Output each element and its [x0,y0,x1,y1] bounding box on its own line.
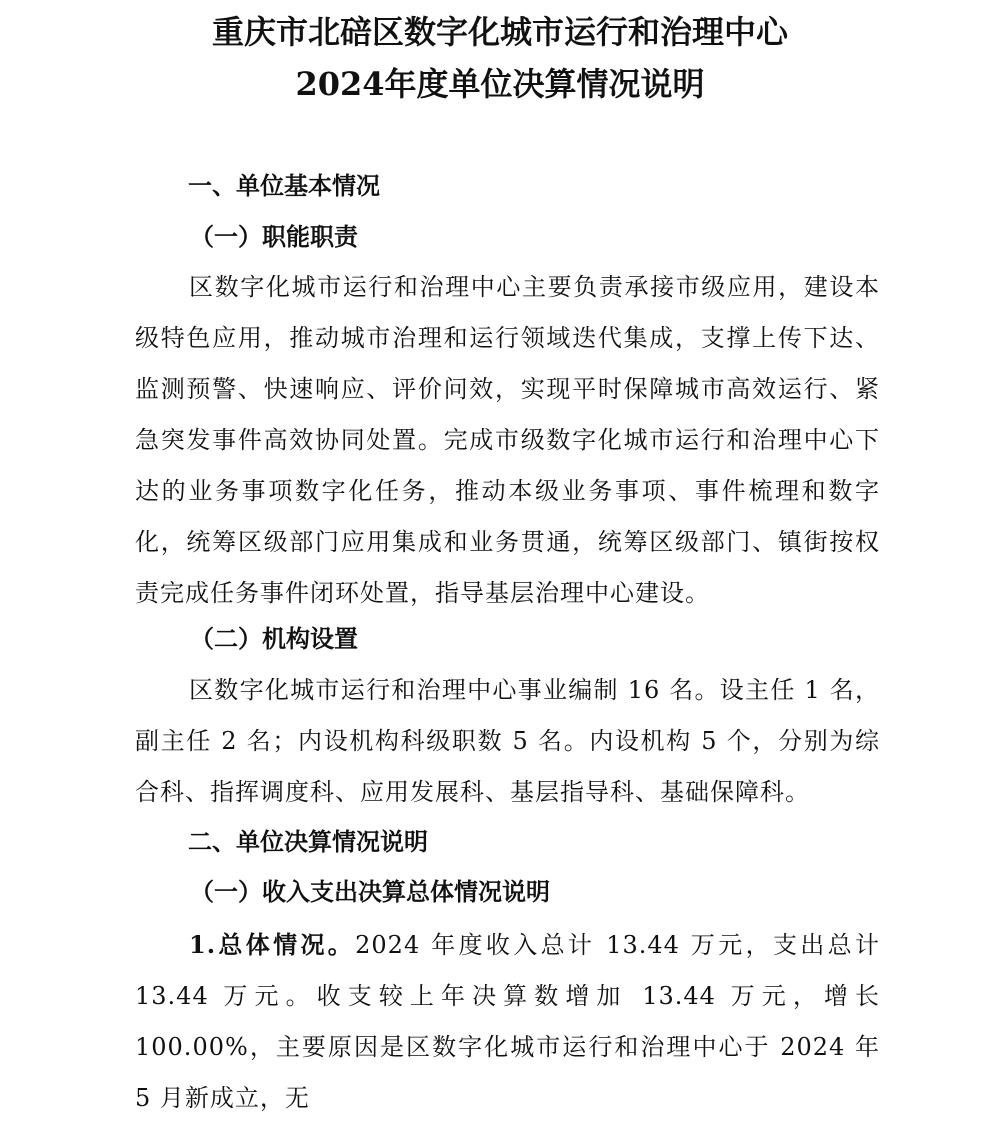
paragraph-lead: 1.总体情况。 [189,930,356,959]
paragraph-overall-text: 2024 年度收入总计 13.44 万元，支出总计 13.44 万元。收支较上年决算数增加 13.44 万元，增长 100.00%，主要原因是区数字化城市运行和治理中心于 2024 年 5 月新成立，无 [135,931,881,1112]
paragraph-overall [135,919,880,1124]
subsection-heading-functions: （一）职能职责 [190,222,358,251]
paragraph-functions: 区数字化城市运行和治理中心主要负责承接市级应用，建设本级特色应用，推动城市治理和运行领域迭代集成，支撑上传下达、监测预警、快速响应、评价问效，实现平时保障城市高效运行、紧急突发事件高效协同处置。完成市级数字化城市运行和治理中心下达的业务事项数字化任务，推动本级业务事项、事件梳理和数字化，统筹区级部门应用集成和业务贯通，统筹区级部门、镇街按权责完成任务事件闭环处置，指导基层治理中心建设。 [135,273,880,607]
section-heading-basic-info: 一、单位基本情况 [188,172,380,200]
section-heading-final-accounts: 二、单位决算情况说明 [188,828,428,856]
document-title-line1: 重庆市北碚区数字化城市运行和治理中心 [211,13,788,51]
paragraph-organization: 区数字化城市运行和治理中心事业编制 16 名。设主任 1 名，副主任 2 名；内设机构科级职数 5 名。内设机构 5 个，分别为综合科、指挥调度科、应用发展科、基层指导科、基础保障科。 [135,676,880,806]
subsection-heading-income-expense: （一）收入支出决算总体情况说明 [190,877,550,906]
subsection-heading-organization: （二）机构设置 [190,624,358,653]
document-title-line2: 2024年度单位决算情况说明 [295,65,705,103]
